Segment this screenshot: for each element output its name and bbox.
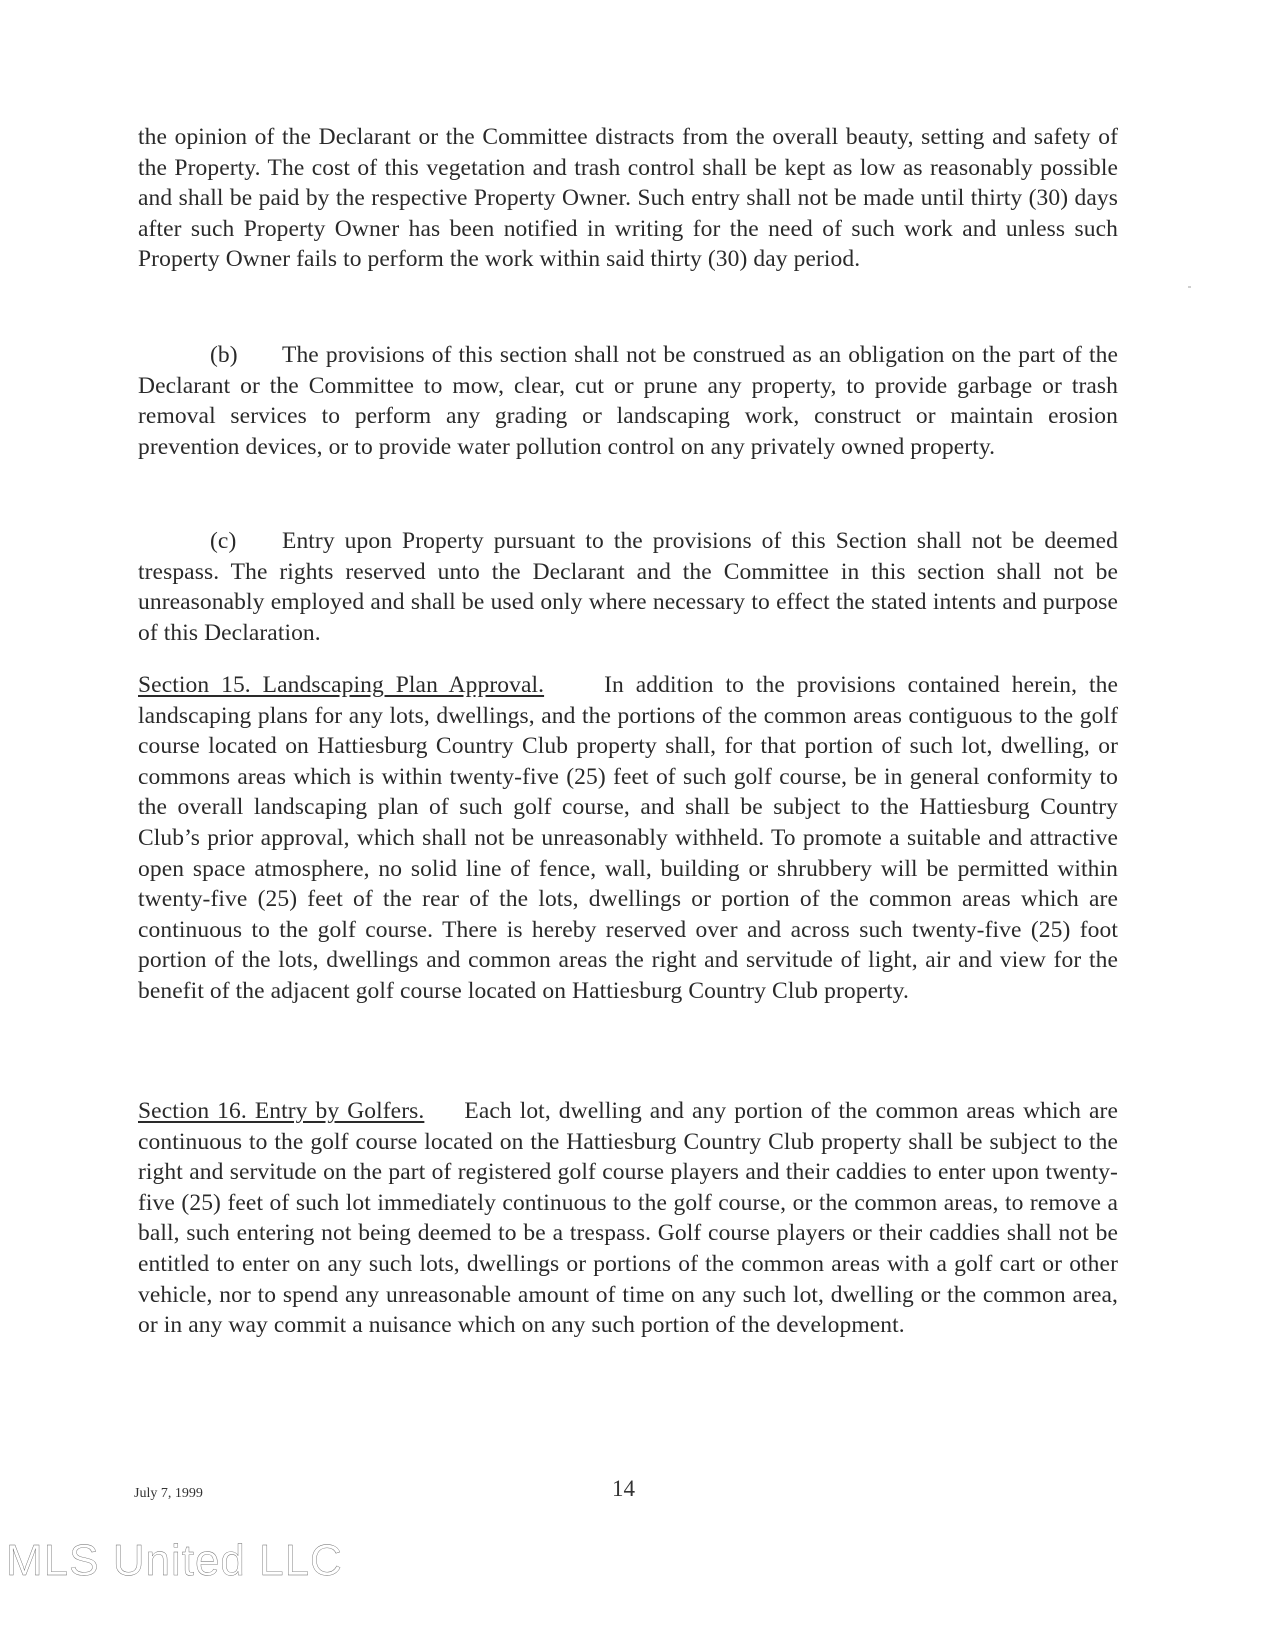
section-15-text: In addition to the provisions contained herein, the landscaping plans for any lots, dwellings, and the portions of the common areas contiguous to the golf course located on Hattiesburg Country Club property shall, for that portion of such lot, dwelling, or commons areas which is within twenty-five (25) feet of such golf course, be in general conformity to the overall landscaping plan of such golf course, and shall be subject to the Hattiesburg Country Club’s prior approval, which shall not be unreasonably withheld. To promote a suitable and attractive open space atmosphere, no solid line of fence, wall, building or shrubbery will be permitted within twenty-five (25) feet of the rear of the lots, dwellings or portion of the common areas which are continuous to the golf course. There is hereby reserved over and across such twenty-five (25) foot portion of the lots, dwellings and common areas the right and servitude of light, air and view for the benefit of the adjacent golf course located on Hattiesburg Country Club property. <box>138 672 1118 1004</box>
footer-date: July 7, 1999 <box>134 1486 203 1501</box>
watermark-text: MLS United LLC <box>6 1536 343 1585</box>
paragraph-item-b <box>138 340 1118 462</box>
item-c-text: Entry upon Property pursuant to the provisions of this Section shall not be deemed trespass. The rights reserved unto the Declarant and the Committee in this section shall not be unreasonably employed and shall be used only where necessary to effect the stated intents and purpose of this Declaration. <box>138 528 1118 646</box>
paragraph-continuation <box>138 122 1118 275</box>
page-number: 14 <box>612 1476 635 1501</box>
section-15 <box>138 670 1118 1007</box>
item-c-marker: (c) <box>210 528 237 554</box>
item-b-marker: (b) <box>210 342 238 368</box>
section-15-heading: Section 15. Landscaping Plan Approval. <box>138 672 545 698</box>
paragraph-continuation-text: the opinion of the Declarant or the Committee distracts from the overall beauty, setting and safety of the Property. The cost of this vegetation and trash control shall be kept as low as reasonably possible and shall be paid by the respective Property Owner. Such entry shall not be made until thirty (30) days after such Property Owner has been notified in writing for the need of such work and unless such Property Owner fails to perform the work within said thirty (30) day period. <box>138 124 1118 273</box>
section-16 <box>138 1096 1118 1341</box>
item-b-text: The provisions of this section shall not be construed as an obligation on the part of the Declarant or the Committee to mow, clear, cut or prune any property, to provide garbage or trash removal services to perform any grading or landscaping work, construct or maintain erosion prevention devices, or to provide water pollution control on any privately owned property. <box>138 342 1118 460</box>
scan-speck <box>1188 286 1191 288</box>
section-16-text: Each lot, dwelling and any portion of the common areas which are continuous to the golf course located on the Hattiesburg Country Club property shall be subject to the right and servitude on the part of registered golf course players and their caddies to enter upon twenty-five (25) feet of such lot immediately continuous to the golf course, or the common areas, to remove a ball, such entering not being deemed to be a trespass. Golf course players or their caddies shall not be entitled to enter on any such lots, dwellings or portions of the common areas with a golf cart or other vehicle, nor to spend any unreasonable amount of time on any such lot, dwelling or the common area, or in any way commit a nuisance which on any such portion of the development. <box>138 1098 1118 1339</box>
section-16-heading: Section 16. Entry by Golfers. <box>138 1098 425 1124</box>
paragraph-item-c <box>138 526 1118 648</box>
